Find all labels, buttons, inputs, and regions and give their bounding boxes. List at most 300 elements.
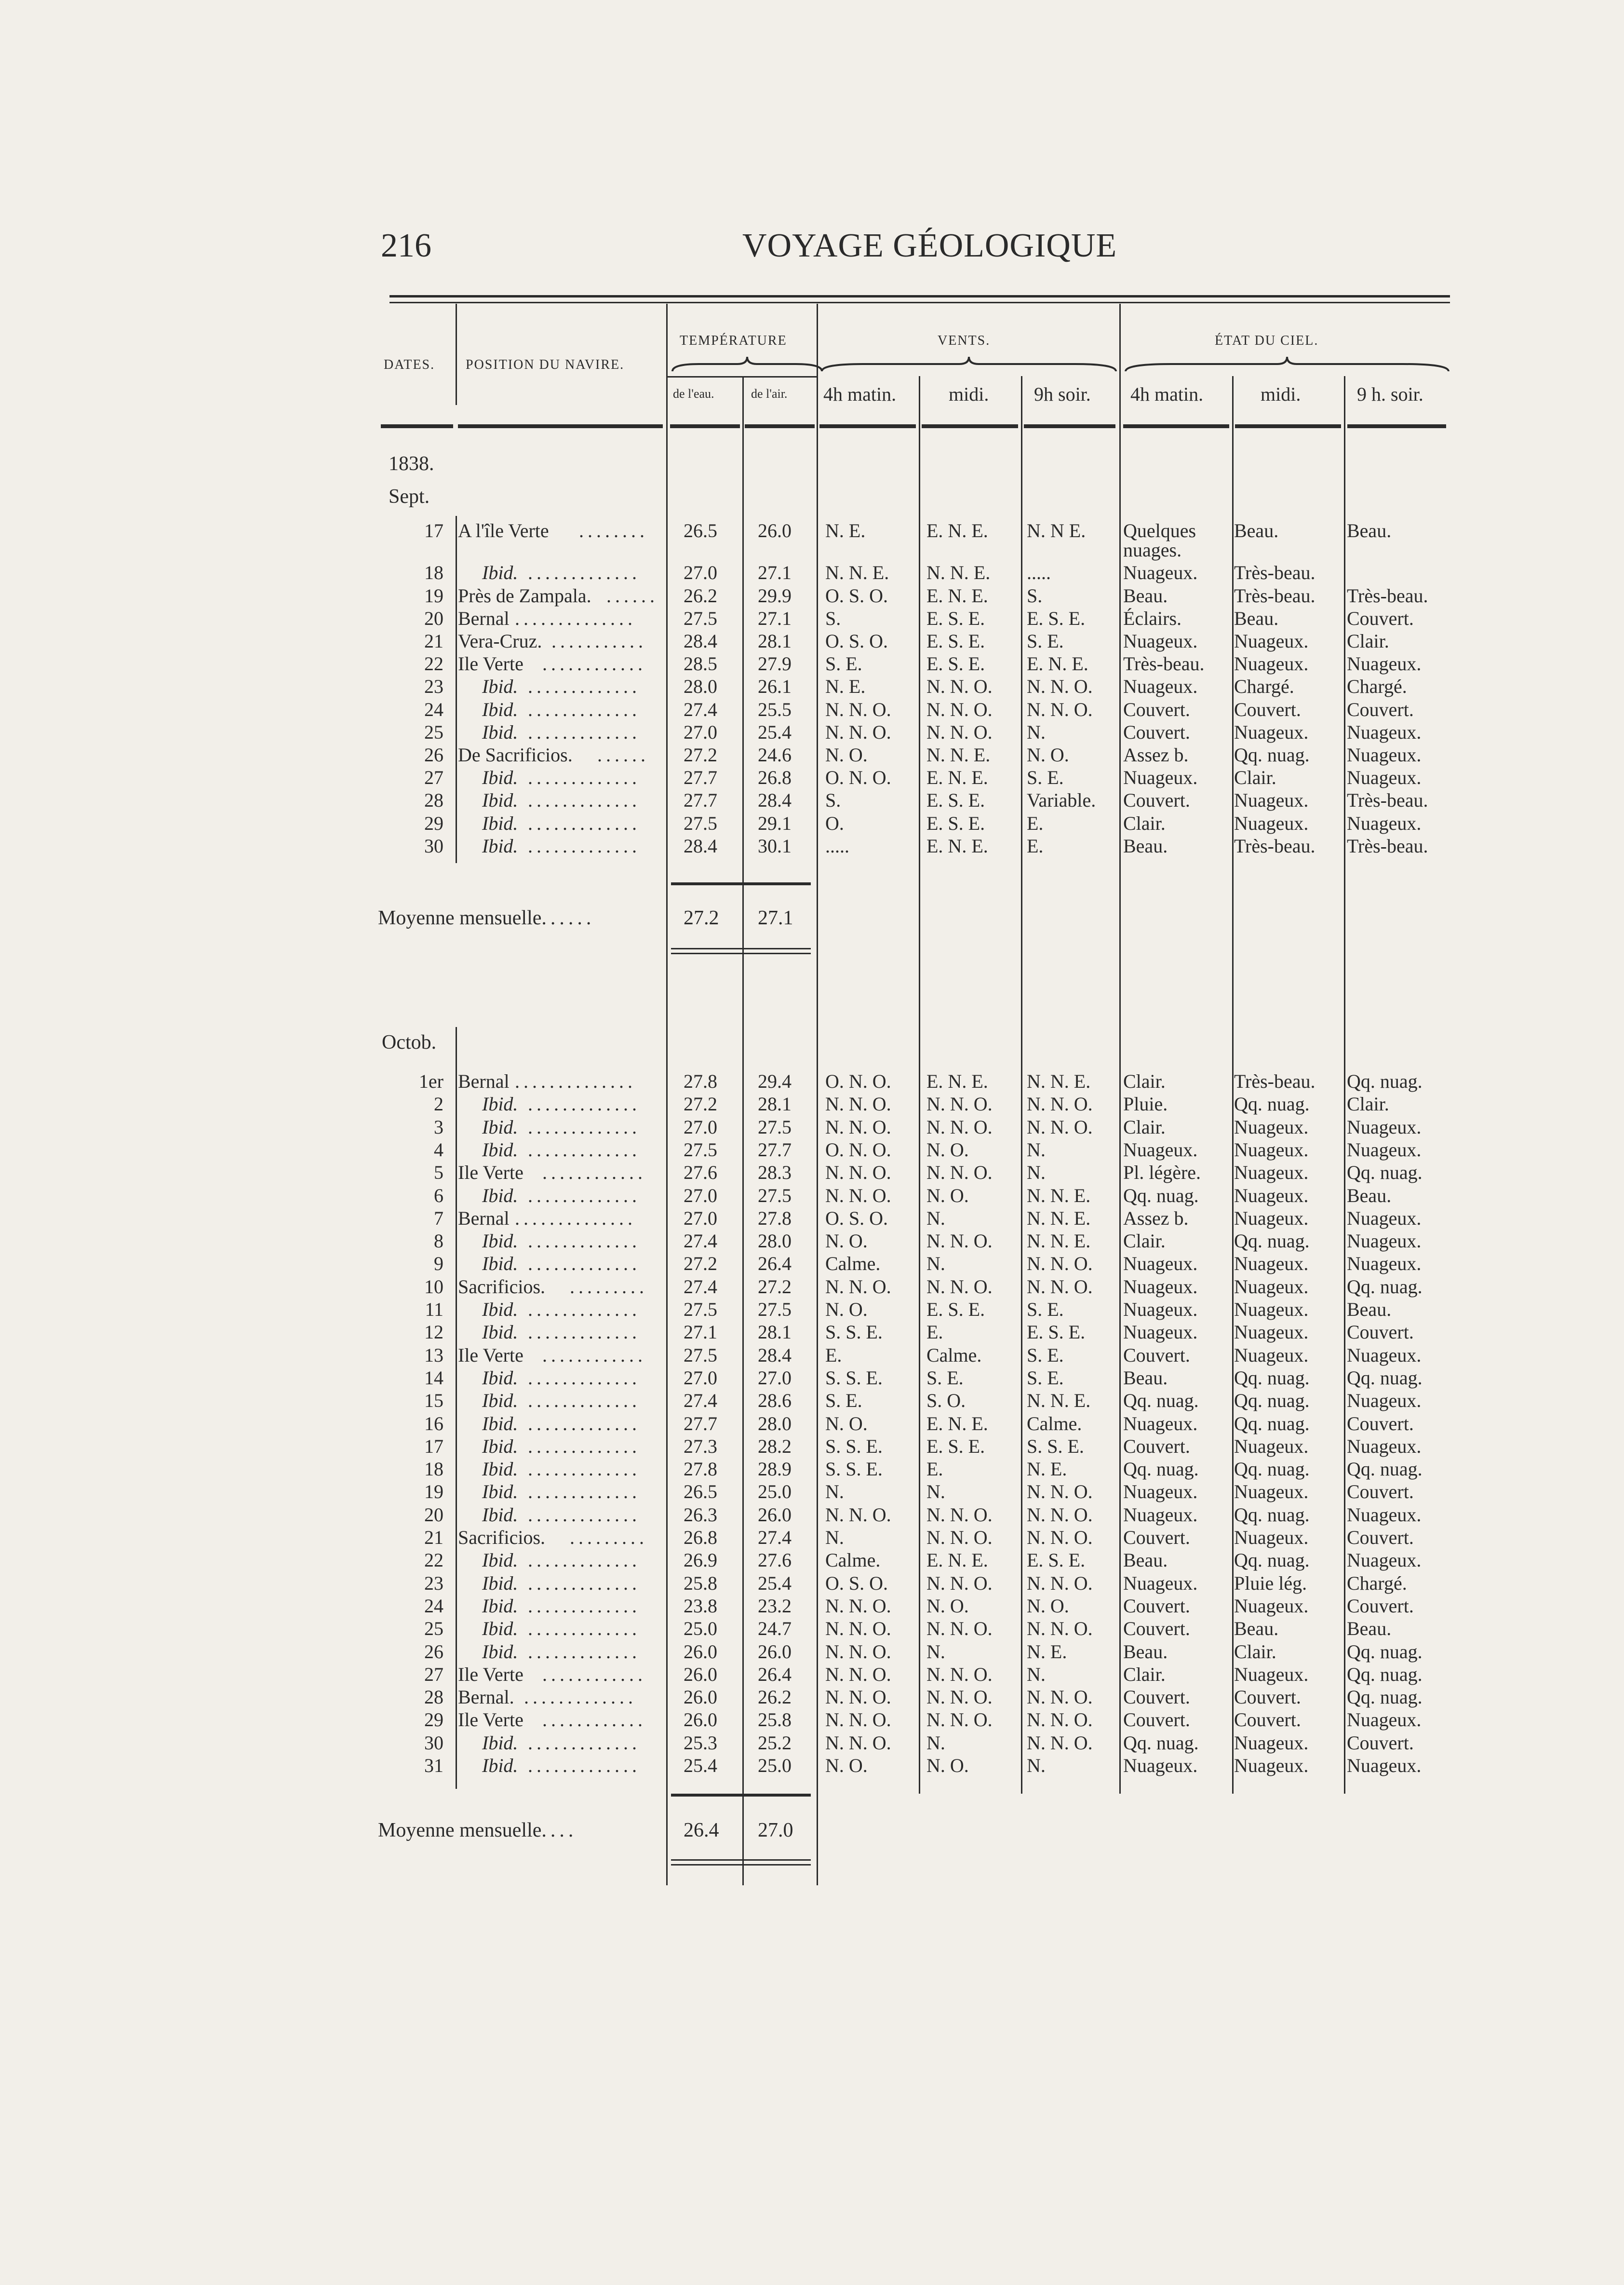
cell-sky-9h: Nuageux. xyxy=(1347,1755,1422,1776)
leader-dots: ............. xyxy=(528,1138,641,1161)
cell-sky-4h: Assez b. xyxy=(1123,1207,1189,1229)
sept-mean-rule-top xyxy=(671,882,811,885)
cell-wind-9h: N. N E. xyxy=(1027,520,1086,541)
cell-wind-9h: S. xyxy=(1027,584,1043,607)
cell-date: 21 xyxy=(424,630,443,652)
cell-wind-midi: N. N. O. xyxy=(926,676,993,698)
cell-wind-9h: N. O. xyxy=(1027,744,1069,766)
leader-dots: ............. xyxy=(528,1640,641,1663)
cell-sky-4h: Éclairs. xyxy=(1123,607,1182,629)
cell-air-temp: 29.1 xyxy=(758,812,792,834)
cell-date: 7 xyxy=(434,1207,443,1229)
cell-sky-4h: Nuageux. xyxy=(1123,1572,1198,1594)
oct-mean-rule-top xyxy=(671,1794,811,1797)
cell-air-temp: 25.4 xyxy=(758,1572,792,1594)
header-bar-2 xyxy=(458,424,663,428)
leader-dots: .............. xyxy=(515,607,636,629)
cell-wind-midi: E. xyxy=(926,1458,943,1480)
header-bar-7 xyxy=(1024,424,1115,428)
cell-position: Ibid. xyxy=(482,812,518,834)
cell-wind-4h: O. N. O. xyxy=(825,1070,891,1092)
header-bar-1 xyxy=(381,424,453,428)
cell-date: 16 xyxy=(424,1412,443,1434)
cell-sky-4h: Beau. xyxy=(1123,1549,1168,1571)
cell-water-temp: 26.3 xyxy=(684,1503,717,1526)
cell-sky-4h: Couvert. xyxy=(1123,721,1190,743)
cell-date: 10 xyxy=(424,1275,443,1298)
cell-position: Ibid. xyxy=(482,1184,518,1206)
cell-sky-9h: Nuageux. xyxy=(1347,1709,1422,1731)
cell-sky-midi: Qq. nuag. xyxy=(1234,1230,1310,1252)
cell-date: 17 xyxy=(424,1435,443,1457)
cell-wind-midi: N. O. xyxy=(926,1184,969,1206)
cell-wind-4h: N. O. xyxy=(825,744,868,766)
cell-wind-4h: N. N. O. xyxy=(825,1686,891,1708)
cell-sky-4h: Pluie. xyxy=(1123,1093,1168,1115)
leader-dots: ......... xyxy=(570,1527,648,1548)
cell-sky-9h: Qq. nuag. xyxy=(1347,1275,1423,1298)
leader-dots: ............. xyxy=(524,1686,637,1708)
cell-wind-9h: N. N. O. xyxy=(1027,1275,1093,1298)
leader-dots: ............. xyxy=(528,676,641,698)
cell-sky-9h: Nuageux. xyxy=(1347,1207,1422,1229)
cell-wind-midi: E. xyxy=(926,1321,943,1343)
header-sky-4h: 4h matin. xyxy=(1130,383,1204,405)
cell-water-temp: 27.1 xyxy=(684,1321,717,1343)
cell-wind-9h: E. xyxy=(1027,812,1044,834)
vrule-water xyxy=(742,376,744,1885)
cell-wind-9h: E. S. E. xyxy=(1027,607,1086,629)
cell-sky-4h: Beau. xyxy=(1123,835,1168,857)
cell-date: 30 xyxy=(424,835,443,857)
cell-sky-midi: Nuageux. xyxy=(1234,1184,1309,1206)
header-dates: DATES. xyxy=(384,357,435,372)
cell-sky-midi: Très-beau. xyxy=(1234,584,1315,607)
cell-sky-9h: Couvert. xyxy=(1347,1595,1414,1617)
cell-wind-4h: O. N. O. xyxy=(825,1138,891,1161)
cell-sky-9h: Qq. nuag. xyxy=(1347,1366,1423,1389)
cell-date: 23 xyxy=(424,676,443,698)
cell-sky-9h: Chargé. xyxy=(1347,1572,1407,1594)
cell-wind-4h: N. N. O. xyxy=(825,721,891,743)
table-top-rule xyxy=(389,295,1450,297)
cell-position: Ibid. xyxy=(482,721,518,743)
leader-dots: ............. xyxy=(528,1481,641,1503)
cell-wind-midi: E. N. E. xyxy=(926,584,988,607)
cell-wind-4h: N. O. xyxy=(825,1412,868,1434)
cell-sky-midi: Qq. nuag. xyxy=(1234,1366,1310,1389)
cell-sky-9h: Nuageux. xyxy=(1347,1230,1422,1252)
leader-dots: ............. xyxy=(528,1549,641,1571)
cell-sky-4h: Qq. nuag. xyxy=(1123,1731,1199,1754)
cell-date: 11 xyxy=(425,1298,443,1320)
header-air: de l'air. xyxy=(751,387,788,401)
cell-sky-midi: Nuageux. xyxy=(1234,1253,1309,1275)
cell-water-temp: 27.6 xyxy=(684,1162,717,1184)
cell-sky-4h: Nuageux. xyxy=(1123,1253,1198,1275)
header-bar-3 xyxy=(670,424,740,428)
cell-air-temp: 27.8 xyxy=(758,1207,792,1229)
header-wind-midi: midi. xyxy=(949,383,989,405)
cell-wind-9h: S. S. E. xyxy=(1027,1435,1084,1457)
cell-sky-4h: Qq. nuag. xyxy=(1123,1184,1199,1206)
cell-wind-9h: Calme. xyxy=(1027,1412,1082,1434)
leader-dots: ............. xyxy=(528,698,641,720)
cell-wind-4h: N. N. E. xyxy=(825,562,889,584)
cell-wind-midi: E. S. E. xyxy=(926,1435,985,1457)
sept-mean-rule-bottom-2 xyxy=(671,953,811,954)
cell-date: 19 xyxy=(424,584,443,607)
cell-position: Ile Verte xyxy=(458,653,523,675)
month-label-oct: Octob. xyxy=(382,1031,437,1054)
vrule-sky1 xyxy=(1232,376,1234,1794)
cell-sky-9h: Nuageux. xyxy=(1347,1253,1422,1275)
leader-dots: ............ xyxy=(542,1663,646,1685)
cell-water-temp: 26.2 xyxy=(684,584,717,607)
cell-sky-4h: Nuageux. xyxy=(1123,1503,1198,1526)
cell-sky-4h: Couvert. xyxy=(1123,1435,1190,1457)
cell-wind-midi: N. N. E. xyxy=(926,562,991,584)
cell-wind-midi: N. O. xyxy=(926,1755,969,1776)
cell-date: 29 xyxy=(424,1709,443,1731)
cell-position: Ibid. xyxy=(482,1366,518,1389)
cell-water-temp: 27.2 xyxy=(684,744,717,766)
cell-wind-4h: N. N. O. xyxy=(825,1116,891,1138)
cell-position: Ibid. xyxy=(482,1549,518,1571)
cell-sky-midi: Clair. xyxy=(1234,767,1276,789)
cell-wind-midi: N. O. xyxy=(926,1595,969,1617)
leader-dots: ............ xyxy=(542,653,646,675)
header-bar-4 xyxy=(745,424,815,428)
cell-air-temp: 27.5 xyxy=(758,1116,792,1138)
cell-sky-4h: Nuageux. xyxy=(1123,630,1198,652)
vrule-dates xyxy=(456,304,457,405)
cell-wind-4h: N. O. xyxy=(825,1755,868,1776)
cell-wind-midi: N. N. O. xyxy=(926,1116,993,1138)
cell-sky-midi: Nuageux. xyxy=(1234,721,1309,743)
cell-sky-9h: Nuageux. xyxy=(1347,744,1422,766)
leader-dots: ............. xyxy=(528,1458,641,1480)
cell-wind-4h: N. N. O. xyxy=(825,1663,891,1685)
cell-sky-9h: Nuageux. xyxy=(1347,767,1422,789)
cell-wind-midi: E. N. E. xyxy=(926,1412,988,1434)
cell-date: 8 xyxy=(434,1230,443,1252)
cell-sky-9h: Clair. xyxy=(1347,630,1389,652)
cell-wind-4h: S. xyxy=(825,607,841,629)
cell-sky-4h: Couvert. xyxy=(1123,1527,1190,1548)
cell-sky-midi: Nuageux. xyxy=(1234,1138,1309,1161)
cell-wind-4h: S. S. E. xyxy=(825,1321,883,1343)
cell-wind-midi: N. N. O. xyxy=(926,1162,993,1184)
header-bar-8 xyxy=(1123,424,1229,428)
cell-air-temp: 25.8 xyxy=(758,1709,792,1731)
oct-mean-label-text: Moyenne mensuelle xyxy=(378,1819,542,1841)
cell-date: 14 xyxy=(424,1366,443,1389)
cell-sky-midi: Qq. nuag. xyxy=(1234,1093,1310,1115)
cell-sky-4h: Nuageux. xyxy=(1123,767,1198,789)
cell-wind-4h: N. O. xyxy=(825,1230,868,1252)
cell-wind-9h: S. E. xyxy=(1027,767,1064,789)
cell-water-temp: 28.5 xyxy=(684,653,717,675)
cell-wind-4h: N. N. O. xyxy=(825,1595,891,1617)
cell-wind-9h: N. N. O. xyxy=(1027,1093,1093,1115)
cell-water-temp: 25.0 xyxy=(684,1618,717,1640)
cell-position: Ibid. xyxy=(482,676,518,698)
cell-water-temp: 27.0 xyxy=(684,1184,717,1206)
cell-sky-9h: Très-beau. xyxy=(1347,835,1428,857)
cell-air-temp: 26.0 xyxy=(758,1640,792,1663)
cell-air-temp: 27.0 xyxy=(758,1366,792,1389)
cell-sky-9h: Qq. nuag. xyxy=(1347,1663,1423,1685)
oct-mean-label: Moyenne mensuelle.... xyxy=(378,1819,577,1841)
cell-wind-4h: N. O. xyxy=(825,1298,868,1320)
cell-water-temp: 27.0 xyxy=(684,1116,717,1138)
cell-sky-midi: Couvert. xyxy=(1234,1686,1301,1708)
cell-wind-9h: N. N. O. xyxy=(1027,1618,1093,1640)
vrule-temp-sub xyxy=(667,376,817,378)
cell-water-temp: 27.0 xyxy=(684,721,717,743)
cell-water-temp: 27.0 xyxy=(684,562,717,584)
cell-sky-4h: Pl. légère. xyxy=(1123,1162,1201,1184)
page-number: 216 xyxy=(381,227,431,264)
cell-wind-9h: N. N. O. xyxy=(1027,1253,1093,1275)
cell-sky-4h: Clair. xyxy=(1123,1116,1166,1138)
cell-wind-9h: N. O. xyxy=(1027,1595,1069,1617)
cell-sky-9h: Qq. nuag. xyxy=(1347,1686,1423,1708)
cell-air-temp: 28.9 xyxy=(758,1458,792,1480)
cell-air-temp: 25.2 xyxy=(758,1731,792,1754)
vrule-wind2 xyxy=(1021,376,1022,1794)
cell-date: 20 xyxy=(424,1503,443,1526)
cell-sky-9h: Qq. nuag. xyxy=(1347,1070,1423,1092)
leader-dots: ............ xyxy=(542,1344,646,1366)
cell-water-temp: 27.2 xyxy=(684,1253,717,1275)
cell-sky-4h: Très-beau. xyxy=(1123,653,1205,675)
cell-wind-9h: S. E. xyxy=(1027,1366,1064,1389)
cell-wind-9h: N. N. O. xyxy=(1027,1709,1093,1731)
cell-air-temp: 27.5 xyxy=(758,1298,792,1320)
cell-sky-9h: Beau. xyxy=(1347,520,1392,541)
cell-position: Ibid. xyxy=(482,562,518,584)
leader-dots: ............. xyxy=(528,812,641,834)
cell-wind-midi: E. S. E. xyxy=(926,789,985,811)
cell-wind-4h: N. N. O. xyxy=(825,1093,891,1115)
cell-water-temp: 27.5 xyxy=(684,812,717,834)
leader-dots: ............. xyxy=(528,1595,641,1617)
cell-air-temp: 26.8 xyxy=(758,767,792,789)
cell-air-temp: 27.6 xyxy=(758,1549,792,1571)
cell-water-temp: 26.5 xyxy=(684,1481,717,1503)
leader-dots: ............. xyxy=(528,1298,641,1320)
cell-air-temp: 28.4 xyxy=(758,1344,792,1366)
cell-date: 25 xyxy=(424,721,443,743)
cell-wind-midi: E. S. E. xyxy=(926,630,985,652)
cell-air-temp: 28.1 xyxy=(758,1093,792,1115)
cell-wind-9h: N. N. O. xyxy=(1027,1503,1093,1526)
cell-wind-4h: O. S. O. xyxy=(825,630,888,652)
cell-sky-9h: Nuageux. xyxy=(1347,721,1422,743)
cell-sky-9h: Nuageux. xyxy=(1347,1390,1422,1412)
cell-position: Ile Verte xyxy=(458,1663,523,1685)
leader-dots: .............. xyxy=(515,1070,636,1092)
cell-air-temp: 26.1 xyxy=(758,676,792,698)
cell-wind-9h: N. N. O. xyxy=(1027,1116,1093,1138)
cell-wind-midi: N. N. O. xyxy=(926,1093,993,1115)
cell-wind-4h: N. E. xyxy=(825,676,866,698)
leader-dots: ............. xyxy=(528,789,641,811)
cell-date: 21 xyxy=(424,1527,443,1548)
cell-wind-midi: N. N. O. xyxy=(926,1663,993,1685)
cell-date: 15 xyxy=(424,1390,443,1412)
header-bar-10 xyxy=(1347,424,1446,428)
cell-sky-4h-continued: nuages. xyxy=(1123,539,1182,561)
cell-wind-4h: S. E. xyxy=(825,653,862,675)
cell-water-temp: 26.0 xyxy=(684,1663,717,1685)
cell-sky-midi: Qq. nuag. xyxy=(1234,1390,1310,1412)
cell-air-temp: 28.1 xyxy=(758,1321,792,1343)
cell-wind-midi: E. N. E. xyxy=(926,1070,988,1092)
leader-dots: ............. xyxy=(528,1184,641,1206)
cell-sky-4h: Beau. xyxy=(1123,1640,1168,1663)
cell-water-temp: 27.2 xyxy=(684,1093,717,1115)
cell-wind-midi: Calme. xyxy=(926,1344,982,1366)
cell-air-temp: 28.4 xyxy=(758,789,792,811)
cell-sky-9h: Nuageux. xyxy=(1347,1344,1422,1366)
cell-air-temp: 27.7 xyxy=(758,1138,792,1161)
cell-position: Ibid. xyxy=(482,1321,518,1343)
cell-sky-4h: Beau. xyxy=(1123,1366,1168,1389)
cell-wind-4h: ..... xyxy=(825,835,849,857)
cell-wind-9h: N. E. xyxy=(1027,1458,1067,1480)
cell-wind-9h: E. S. E. xyxy=(1027,1321,1086,1343)
cell-sky-9h: Nuageux. xyxy=(1347,812,1422,834)
header-wind-4h: 4h matin. xyxy=(823,383,897,405)
cell-position: Sacrificios. xyxy=(458,1275,546,1298)
sept-mean-label-text: Moyenne mensuelle xyxy=(378,907,542,929)
cell-sky-4h: Clair. xyxy=(1123,1070,1166,1092)
cell-wind-9h: N. xyxy=(1027,1755,1046,1776)
cell-air-temp: 26.4 xyxy=(758,1253,792,1275)
cell-sky-4h: Nuageux. xyxy=(1123,1755,1198,1776)
cell-sky-4h: Clair. xyxy=(1123,1663,1166,1685)
cell-position: Bernal xyxy=(458,1207,510,1229)
cell-position: Ile Verte xyxy=(458,1709,523,1731)
cell-position: Vera-Cruz. xyxy=(458,630,542,652)
cell-date: 9 xyxy=(434,1253,443,1275)
cell-wind-4h: S. S. E. xyxy=(825,1458,883,1480)
cell-wind-4h: S. S. E. xyxy=(825,1435,883,1457)
cell-sky-midi: Couvert. xyxy=(1234,698,1301,720)
cell-date: 23 xyxy=(424,1572,443,1594)
cell-sky-9h: Couvert. xyxy=(1347,1527,1414,1548)
leader-dots: ............. xyxy=(528,1618,641,1640)
cell-sky-midi: Nuageux. xyxy=(1234,1116,1309,1138)
cell-sky-midi: Nuageux. xyxy=(1234,1207,1309,1229)
cell-sky-4h: Nuageux. xyxy=(1123,1321,1198,1343)
cell-position: Ibid. xyxy=(482,1595,518,1617)
cell-position: Ibid. xyxy=(482,789,518,811)
cell-wind-midi: N. N. O. xyxy=(926,1686,993,1708)
leader-dots: ............. xyxy=(528,1503,641,1526)
cell-wind-midi: E. N. E. xyxy=(926,520,988,541)
cell-position: Bernal xyxy=(458,1070,510,1092)
cell-wind-9h: S. E. xyxy=(1027,630,1064,652)
cell-sky-9h: Nuageux. xyxy=(1347,1503,1422,1526)
cell-wind-4h: N. N. O. xyxy=(825,1618,891,1640)
cell-sky-4h: Nuageux. xyxy=(1123,1298,1198,1320)
cell-water-temp: 27.8 xyxy=(684,1458,717,1480)
cell-wind-midi: S. E. xyxy=(926,1366,964,1389)
cell-air-temp: 25.0 xyxy=(758,1755,792,1776)
cell-sky-9h: Nuageux. xyxy=(1347,1138,1422,1161)
cell-water-temp: 25.8 xyxy=(684,1572,717,1594)
leader-dots: ............. xyxy=(528,721,641,743)
cell-position: Ibid. xyxy=(482,1412,518,1434)
cell-wind-midi: E. S. E. xyxy=(926,653,985,675)
cell-air-temp: 29.9 xyxy=(758,584,792,607)
cell-wind-4h: N. N. O. xyxy=(825,1731,891,1754)
brace-sky xyxy=(1123,354,1451,374)
cell-wind-4h: O. S. O. xyxy=(825,584,888,607)
cell-wind-4h: N. N. O. xyxy=(825,698,891,720)
cell-sky-9h: Beau. xyxy=(1347,1298,1392,1320)
cell-date: 27 xyxy=(424,767,443,789)
cell-wind-4h: O. N. O. xyxy=(825,767,891,789)
vrule-wind1 xyxy=(919,376,920,1794)
cell-wind-midi: N. N. O. xyxy=(926,1527,993,1548)
cell-air-temp: 28.0 xyxy=(758,1412,792,1434)
cell-wind-midi: E. N. E. xyxy=(926,1549,988,1571)
cell-sky-midi: Beau. xyxy=(1234,520,1279,541)
oct-mean-air: 27.0 xyxy=(758,1819,793,1841)
leader-dots: ............. xyxy=(528,767,641,789)
cell-wind-9h: E. N. E. xyxy=(1027,653,1088,675)
cell-wind-9h: N. xyxy=(1027,1162,1046,1184)
cell-date: 4 xyxy=(434,1138,443,1161)
cell-date: 24 xyxy=(424,698,443,720)
cell-air-temp: 28.1 xyxy=(758,630,792,652)
vrule-dates-lower2 xyxy=(456,1027,457,1789)
cell-sky-9h: Beau. xyxy=(1347,1184,1392,1206)
cell-sky-9h: Très-beau. xyxy=(1347,584,1428,607)
cell-wind-midi: N. N. O. xyxy=(926,1503,993,1526)
cell-air-temp: 28.0 xyxy=(758,1230,792,1252)
cell-sky-midi: Nuageux. xyxy=(1234,1298,1309,1320)
cell-sky-midi: Nuageux. xyxy=(1234,812,1309,834)
cell-position: Ibid. xyxy=(482,1435,518,1457)
header-position: POSITION DU NAVIRE. xyxy=(466,357,625,372)
cell-sky-midi: Nuageux. xyxy=(1234,1481,1309,1503)
header-winds: VENTS. xyxy=(938,333,991,348)
cell-sky-9h: Beau. xyxy=(1347,1618,1392,1640)
cell-sky-4h: Qq. nuag. xyxy=(1123,1390,1199,1412)
cell-sky-midi: Chargé. xyxy=(1234,676,1294,698)
cell-date: 2 xyxy=(434,1093,443,1115)
cell-position: Ibid. xyxy=(482,1116,518,1138)
cell-sky-9h: Qq. nuag. xyxy=(1347,1640,1423,1663)
leader-dots: .............. xyxy=(515,1207,636,1229)
cell-sky-4h: Qq. nuag. xyxy=(1123,1458,1199,1480)
cell-air-temp: 27.1 xyxy=(758,607,792,629)
cell-date: 24 xyxy=(424,1595,443,1617)
sept-mean-water: 27.2 xyxy=(684,907,719,929)
cell-wind-midi: N. N. O. xyxy=(926,1618,993,1640)
cell-date: 1er xyxy=(418,1070,443,1092)
cell-wind-4h: S. E. xyxy=(825,1390,862,1412)
cell-sky-midi: Clair. xyxy=(1234,1640,1276,1663)
leader-dots: ............. xyxy=(528,1366,641,1389)
cell-air-temp: 26.0 xyxy=(758,1503,792,1526)
